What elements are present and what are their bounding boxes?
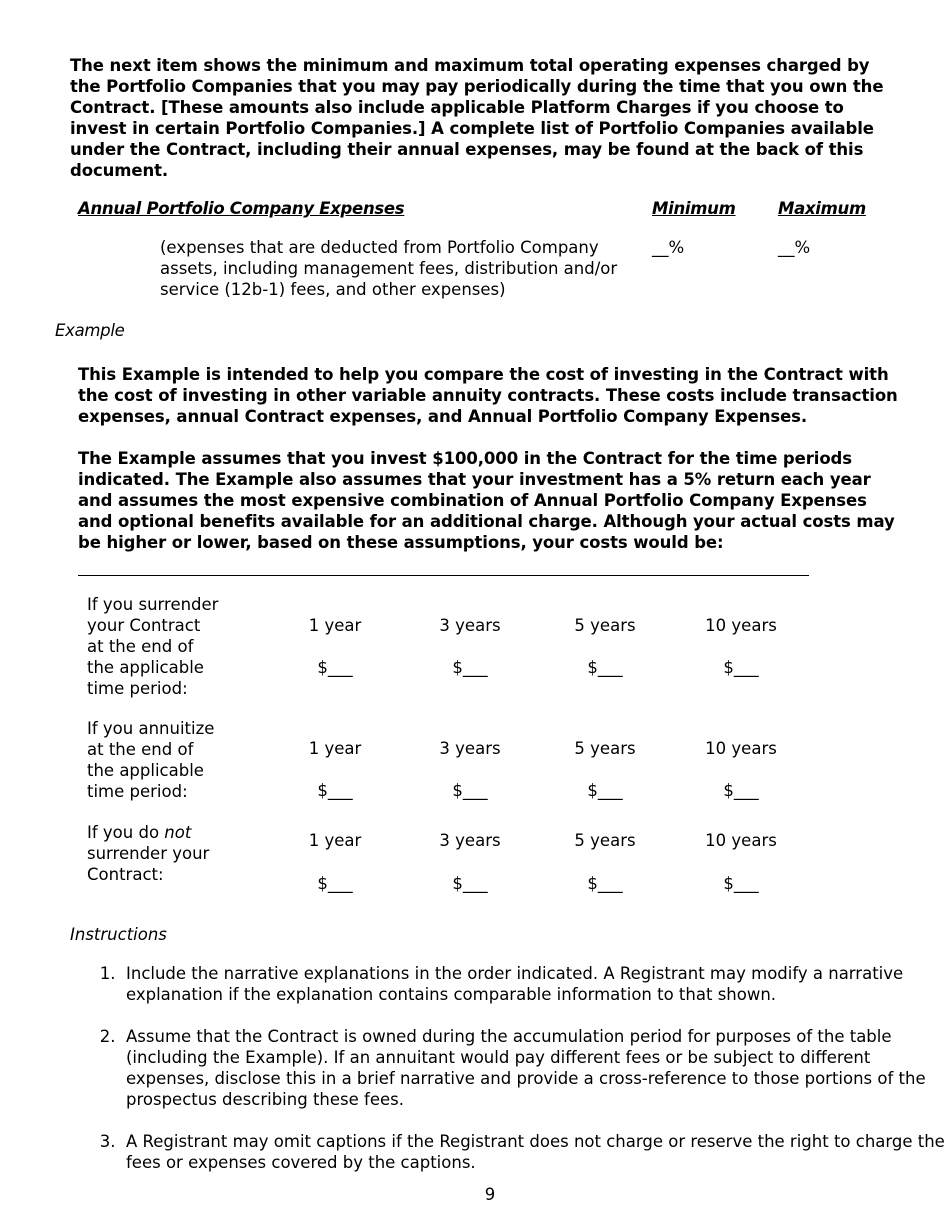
- minimum-header: Minimum: [652, 199, 736, 218]
- cost-value: $___: [452, 781, 488, 800]
- cost-value: $___: [587, 874, 623, 893]
- instruction-item: 1. Include the narrative explanations in the order indicated. A Registrant may modify a narrative explanation if the explanation contains comparable information to that shown.: [126, 963, 950, 1005]
- instructions-list: [70, 963, 950, 1194]
- instruction-item: 3. A Registrant may omit captions if the Registrant does not charge or reserve the right to charge the fees or expenses covered by the captions.: [126, 1131, 950, 1173]
- cost-value: $___: [317, 874, 353, 893]
- period-label: 10 years: [705, 739, 777, 758]
- instruction-item: 2. Assume that the Contract is owned during the accumulation period for purposes of the table (including the Example). If an annuitant would pay different fees or be subject to different expenses, disclose this in a brief narrative and provide a cross-reference to those portions of the prospectus describing these fees.: [126, 1026, 950, 1110]
- expenses-description: (expenses that are deducted from Portfolio Company assets, including management fees, distribution and/or service (12b-1) fees, and other expenses): [160, 238, 618, 299]
- period-label: 1 year: [308, 739, 362, 758]
- period-label: 5 years: [574, 831, 636, 850]
- page-number: 9: [484, 1185, 496, 1204]
- example-paragraph-1: This Example is intended to help you compare the cost of investing in the Contract with the cost of investing in other variable annuity contracts. These costs include transaction expenses, annual Contract expenses, and Annual Portfolio Company Expenses.: [78, 365, 898, 426]
- period-label: 5 years: [574, 739, 636, 758]
- maximum-value: __%: [778, 238, 811, 257]
- cost-value: $___: [587, 658, 623, 677]
- minimum-value: __%: [652, 238, 685, 257]
- cost-value: $___: [587, 781, 623, 800]
- period-label: 3 years: [439, 831, 501, 850]
- row-label-text: surrender your Contract:: [87, 844, 210, 884]
- cost-value: $___: [317, 781, 353, 800]
- row-label-emphasis: not: [164, 823, 192, 842]
- row-label-not-surrender: [87, 822, 222, 885]
- cost-value: $___: [452, 874, 488, 893]
- intro-paragraph: The next item shows the minimum and maximum total operating expenses charged by the Portfolio Companies that you may pay periodically during the time that you own the Contract. [These amounts also include applicable Platform Charges if you choose to invest in certain Portfolio Companies.] A complete list of Portfolio Companies available under the Contract, including their annual expenses, may be found at the back of this document.: [70, 56, 884, 180]
- row-label-text: If you do: [87, 823, 165, 842]
- cost-value: $___: [723, 781, 759, 800]
- period-label: 1 year: [308, 831, 362, 850]
- example-heading: Example: [55, 321, 125, 340]
- maximum-header: Maximum: [778, 199, 866, 218]
- instructions-heading: Instructions: [70, 925, 167, 944]
- period-label: 10 years: [705, 616, 777, 635]
- cost-value: $___: [723, 874, 759, 893]
- period-label: 3 years: [439, 739, 501, 758]
- cost-value: $___: [452, 658, 488, 677]
- period-label: 3 years: [439, 616, 501, 635]
- example-paragraph-2: The Example assumes that you invest $100,000 in the Contract for the time periods indicated. The Example also assumes that your investment has a 5% return each year and assumes the most expensive combination of Annual Portfolio Company Expenses and optional benefits available for an additional charge. Although your actual costs may be higher or lower, based on these assumptions, your costs would be:: [78, 449, 895, 552]
- period-label: 10 years: [705, 831, 777, 850]
- row-label-surrender: If you surrender your Contract at the end of the applicable time period:: [87, 595, 219, 698]
- row-label-annuitize: If you annuitize at the end of the applicable time period:: [87, 719, 215, 801]
- period-label: 1 year: [308, 616, 362, 635]
- cost-value: $___: [723, 658, 759, 677]
- period-label: 5 years: [574, 616, 636, 635]
- table-divider: [78, 575, 809, 576]
- expenses-heading: Annual Portfolio Company Expenses: [78, 199, 405, 218]
- cost-value: $___: [317, 658, 353, 677]
